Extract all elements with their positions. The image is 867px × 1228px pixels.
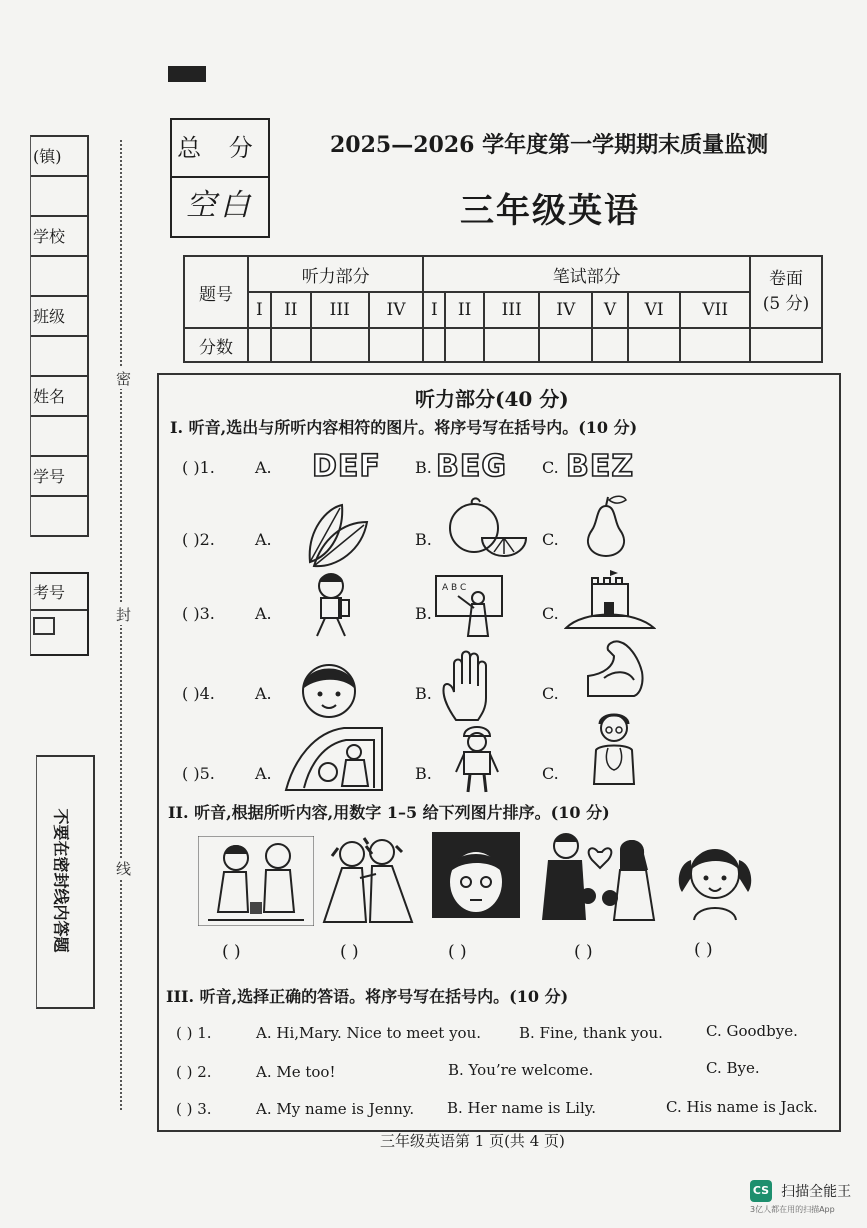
side-label-town: (镇)	[31, 137, 89, 177]
student-info-strip	[30, 135, 89, 537]
letters-beg-image: BEG	[436, 449, 507, 484]
p3-q3-option-c: C. His name is Jack.	[666, 1098, 818, 1116]
side-blank	[31, 497, 89, 537]
exam-number-box	[30, 572, 89, 656]
p1-q3-a: A.	[255, 604, 272, 623]
total-score-box	[170, 118, 270, 238]
p1-q5-c: C.	[542, 764, 559, 783]
watermark-subtitle: 3亿人都在用的扫描App	[750, 1205, 835, 1214]
p1-q5-b: B.	[415, 764, 432, 783]
p1-q3-c: C.	[542, 604, 559, 623]
arm-muscle-image	[584, 636, 646, 700]
p1-q4-number: ( )4.	[182, 684, 215, 703]
side-label-name: 姓名	[31, 377, 89, 417]
col-writing-5: V	[592, 292, 628, 328]
col-listening-1: I	[248, 292, 271, 328]
smiling-girl-image	[672, 836, 758, 922]
p3-q2-option-b: B. You’re welcome.	[448, 1061, 594, 1079]
p2-answer-4[interactable]: ( )	[574, 942, 593, 962]
p3-q3-option-a: A. My name is Jenny.	[256, 1100, 415, 1118]
p1-q1-b: B.	[415, 458, 432, 477]
side-label-class: 班级	[31, 297, 89, 337]
watermark-name: 扫描全能王	[781, 1184, 852, 1200]
exam-title: 2025—2026 学年度第一学期期末质量监测	[330, 132, 769, 158]
seal-char-mi: 密	[116, 370, 132, 388]
p1-q4-c: C.	[542, 684, 559, 703]
orange-image	[442, 496, 528, 558]
score-table-num-label: 题号	[184, 256, 248, 328]
girl-face-closeup-image	[432, 832, 520, 918]
col-writing-3: III	[484, 292, 540, 328]
col-writing-4: IV	[539, 292, 592, 328]
p1-q3-b: B.	[415, 604, 432, 623]
driver-image	[284, 720, 386, 792]
col-listening-2: II	[271, 292, 311, 328]
p1-q2-c: C.	[542, 530, 559, 549]
score-table-listening: 听力部分	[248, 256, 423, 292]
sand-castle-image	[564, 570, 656, 632]
leaf-image	[302, 500, 372, 570]
hand-image	[440, 650, 500, 722]
p3-q3-number: ( ) 3.	[176, 1100, 212, 1118]
score-cell[interactable]	[628, 328, 681, 362]
appearance-points: (5 分)	[762, 294, 810, 314]
p3-q2-option-c: C. Bye.	[706, 1059, 760, 1077]
total-score-handwriting: 空白	[186, 188, 254, 223]
total-score-label: 总 分	[172, 120, 268, 178]
part2-instruction: II. 听音,根据所听内容,用数字 1–5 给下列图片排序。(10 分)	[168, 803, 610, 822]
p1-q2-b: B.	[415, 530, 432, 549]
score-cell[interactable]	[592, 328, 628, 362]
p3-q2-number: ( ) 2.	[176, 1063, 212, 1081]
col-writing-7: VII	[680, 292, 750, 328]
side-blank	[31, 257, 89, 297]
p3-q2-option-a: A. Me too!	[256, 1063, 336, 1081]
side-blank	[31, 417, 89, 457]
score-cell[interactable]	[271, 328, 311, 362]
p3-q3-option-b: B. Her name is Lily.	[447, 1099, 596, 1117]
p3-q1-number: ( ) 1.	[176, 1024, 212, 1042]
col-listening-4: IV	[369, 292, 424, 328]
p1-q4-b: B.	[415, 684, 432, 703]
score-cell[interactable]	[248, 328, 271, 362]
kids-playing-image	[198, 836, 314, 926]
scanner-watermark	[750, 1180, 851, 1215]
top-black-mark	[168, 66, 206, 82]
p1-q1-number: ( )1.	[182, 458, 215, 477]
face-image	[300, 660, 358, 720]
col-writing-6: VI	[628, 292, 681, 328]
p2-answer-5[interactable]: ( )	[694, 940, 713, 960]
blackboard-text: A B C	[442, 583, 467, 593]
p2-answer-2[interactable]: ( )	[340, 942, 359, 962]
score-table-appearance	[750, 256, 822, 328]
student-girl-image	[305, 570, 357, 642]
teacher-blackboard-image	[434, 574, 506, 640]
score-table-score-label: 分数	[184, 328, 248, 362]
part3-instruction: III. 听音,选择正确的答语。将序号写在括号内。(10 分)	[166, 987, 569, 1006]
side-label-exam-no: 考号	[31, 574, 87, 611]
exam-no-square	[33, 617, 55, 635]
side-label-number: 学号	[31, 457, 89, 497]
score-cell[interactable]	[750, 328, 822, 362]
warning-box	[36, 755, 95, 1009]
col-writing-1: I	[423, 292, 445, 328]
p1-q3-number: ( )3.	[182, 604, 215, 623]
page-footer: 三年级英语第 1 页(共 4 页)	[380, 1132, 565, 1150]
score-cell[interactable]	[423, 328, 445, 362]
p1-q5-number: ( )5.	[182, 764, 215, 783]
pear-image	[578, 494, 634, 558]
score-cell[interactable]	[369, 328, 424, 362]
letters-bez-image: BEZ	[566, 449, 635, 484]
family-heart-image	[540, 830, 658, 922]
p2-answer-1[interactable]: ( )	[222, 942, 241, 962]
worker-image	[450, 722, 504, 794]
side-blank	[31, 337, 89, 377]
score-cell[interactable]	[539, 328, 592, 362]
p1-q4-a: A.	[255, 684, 272, 703]
p3-q1-option-c: C. Goodbye.	[706, 1022, 798, 1040]
col-writing-2: II	[445, 292, 484, 328]
letters-def-image: DEF	[312, 449, 381, 484]
p1-q1-c: C.	[542, 458, 559, 477]
score-cell[interactable]	[311, 328, 369, 362]
side-label-school: 学校	[31, 217, 89, 257]
seal-char-xian: 线	[116, 860, 132, 878]
listening-section-title: 听力部分(40 分)	[415, 387, 569, 411]
score-table-writing: 笔试部分	[423, 256, 750, 292]
p1-q2-a: A.	[255, 530, 272, 549]
camscanner-logo-icon: CS	[750, 1180, 772, 1202]
part1-instruction: I. 听音,选出与所听内容相符的图片。将序号写在括号内。(10 分)	[170, 418, 638, 437]
p1-q1-a: A.	[255, 458, 272, 477]
score-cell[interactable]	[484, 328, 540, 362]
score-cell[interactable]	[680, 328, 750, 362]
p1-q5-a: A.	[255, 764, 272, 783]
no-answer-warning: 不要在密封线内答题	[51, 808, 71, 953]
p3-q1-option-a: A. Hi,Mary. Nice to meet you.	[256, 1024, 482, 1042]
p1-q2-number: ( )2.	[182, 530, 215, 549]
score-cell[interactable]	[445, 328, 484, 362]
appearance-label: 卷面	[769, 268, 803, 289]
p3-q1-option-b: B. Fine, thank you.	[519, 1024, 663, 1042]
seal-dotted-line	[120, 140, 122, 1110]
side-blank	[31, 177, 89, 217]
girls-hugging-image	[316, 834, 418, 926]
doctor-image	[586, 710, 642, 786]
col-listening-3: III	[311, 292, 369, 328]
score-table	[183, 255, 823, 363]
p2-answer-3[interactable]: ( )	[448, 942, 467, 962]
seal-char-feng: 封	[116, 606, 132, 624]
subject-title: 三年级英语	[460, 191, 640, 231]
